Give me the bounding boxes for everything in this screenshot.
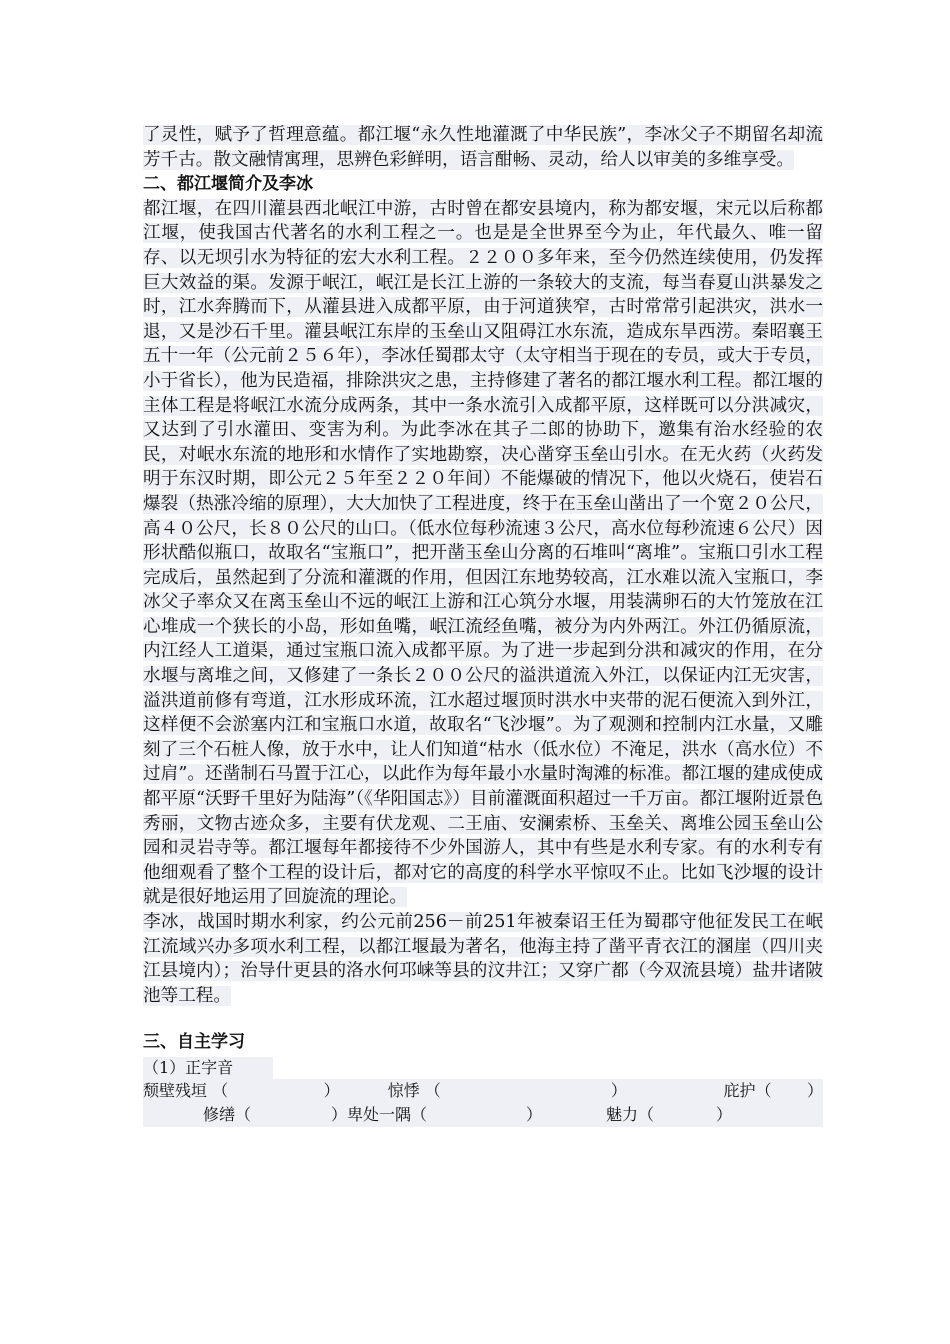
blank-close-3: ） — [806, 1080, 823, 1100]
blank-close-4: ） — [526, 1104, 543, 1124]
pronunciation-row-2 — [143, 1103, 823, 1127]
word-bihu: 庇护（ — [723, 1080, 772, 1100]
blank-close-1: ） — [323, 1080, 340, 1100]
word-meili: 魅力（ — [606, 1104, 655, 1124]
intro-paragraph — [143, 123, 823, 172]
libing-paragraph — [143, 910, 823, 1008]
word-xiushan: 修缮（ — [203, 1104, 252, 1124]
word-jingji: 惊悸 （ — [387, 1080, 441, 1100]
word-tuibicanyuan: 颓壁残垣 （ — [143, 1080, 229, 1100]
intro-text: 了灵性，赋予了哲理意蕴。都江堰“永久性地灌溉了中华民族”，李冰父子不期留名却流芳千古。散文融情寓理，思辨色彩鲜明，语言酣畅、灵动，给人以审美的多维享受。 — [143, 125, 823, 170]
document-content — [143, 123, 823, 1127]
section-spacer — [143, 1008, 823, 1030]
blank-close-2: ） — [610, 1080, 627, 1100]
pronunciation-row-1 — [143, 1079, 823, 1103]
libing-text: 李冰，战国时期水利家，约公元前256－前251年被秦诏王任为蜀郡守他征发民工在岷江流域兴办多项水利工程，以都江堰最为著名，他海主持了凿平青衣江的溷崖（四川夹江县境内）；治导什更县的洛水何邛崃等县的汶井江；又穿广都（今双流县境）盐井诸陂池等工程。 — [143, 912, 823, 1006]
section-heading-dujiangyan: 二、都江堰简介及李冰 — [143, 174, 313, 195]
blank-close-5: ） — [716, 1104, 733, 1124]
dujiangyan-text: 都江堰，在四川灌县西北岷江中游，古时曾在都安县境内，称为都安堰，宋元以后称都江堰，使我国古代著名的水利工程之一。也是是全世界至今为止，年代最久、唯一留存、以无坝引水为特征的宏大水利工程。２２００多年来，至今仍然连续使用，仍发挥巨大效益的渠。发源于岷江，岷江是长江上游的一条较大的支流，每当春夏山洪暴发之时，江水奔腾而下，从灌县进入成都平原，由于河道狭窄，古时常常引起洪灾，洪水一退，又是沙石千里。灌县岷江东岸的玉垒山又阻碍江水东流，造成东旱西涝。秦昭襄王五十一年（公元前２５６年），李冰任蜀郡太守（太守相当于现在的专员，或大于专员，小于省长），他为民造福，排除洪灾之患，主持修建了著名的都江堰水利工程。都江堰的主体工程是将岷江水流分成两条，其中一条水流引入成都平原，这样既可以分洪减灾，又达到了引水灌田、变害为利。为此李冰在其子二郎的协助下，邀集有治水经验的农民，对岷水东流的地形和水情作了实地勘察，决心凿穿玉垒山引水。在无火药（火药发明于东汉时期，即公元２５年至２２０年间）不能爆破的情况下，他以火烧石，使岩石爆裂（热涨冷缩的原理），大大加快了工程进度，终于在玉垒山凿出了一个宽２０公尺，高４０公尺，长８０公尺的山口。（低水位每秒流速３公尺，高水位每秒流速６公尺）因形状酷似瓶口，故取名“宝瓶口”，把开凿玉垒山分离的石堆叫“离堆”。宝瓶口引水工程完成后，虽然起到了分流和灌溉的作用，但因江东地势较高，江水难以流入宝瓶口，李冰父子率众又在离玉垒山不远的岷江上游和江心筑分水堰，用装满卵石的大竹笼放在江心堆成一个狭长的小岛，形如鱼嘴，岷江流经鱼嘴，被分为内外两江。外江仍循原流，内江经人工道渠，通过宝瓶口流入成都平原。为了进一步起到分洪和减灾的作用，在分水堰与离堆之间，又修建了一条长２００公尺的溢洪道流入外江，以保证内江无灾害，溢洪道前修有弯道，江水形成环流，江水超过堰顶时洪水中夹带的泥石便流入到外江，这样便不会淤塞内江和宝瓶口水道，故取名“飞沙堰”。为了观测和控制内江水量，又雕刻了三个石桩人像，放于水中，让人们知道“枯水（低水位）不淹足，洪水（高水位）不过肩”。还凿制石马置于江心，以此作为每年最小水量时淘滩的标准。都江堰的建成使成都平原“沃野千里好为陆海”（《华阳国志》）目前灌溉面积超过一千万亩。都江堰附近景色秀丽，文物古迹众多，主要有伏龙观、二王庙、安澜索桥、玉垒关、离堆公园玉垒山公园和灵岩寺等。都江堰每年都接待不少外国游人，其中有些是水利专家。有的水利专有他细观看了整个工程的设计后，都对它的高度的科学水平惊叹不止。比如飞沙堰的设计就是很好地运用了回旋流的理论。 — [143, 198, 823, 908]
section-heading-self-study: 三、自主学习 — [143, 1032, 245, 1053]
subheading-pronunciation: （1）正字音 — [143, 1057, 273, 1079]
word-beichuyiyu: ）卑处一隅（ — [331, 1104, 428, 1124]
dujiangyan-paragraph — [143, 197, 823, 910]
